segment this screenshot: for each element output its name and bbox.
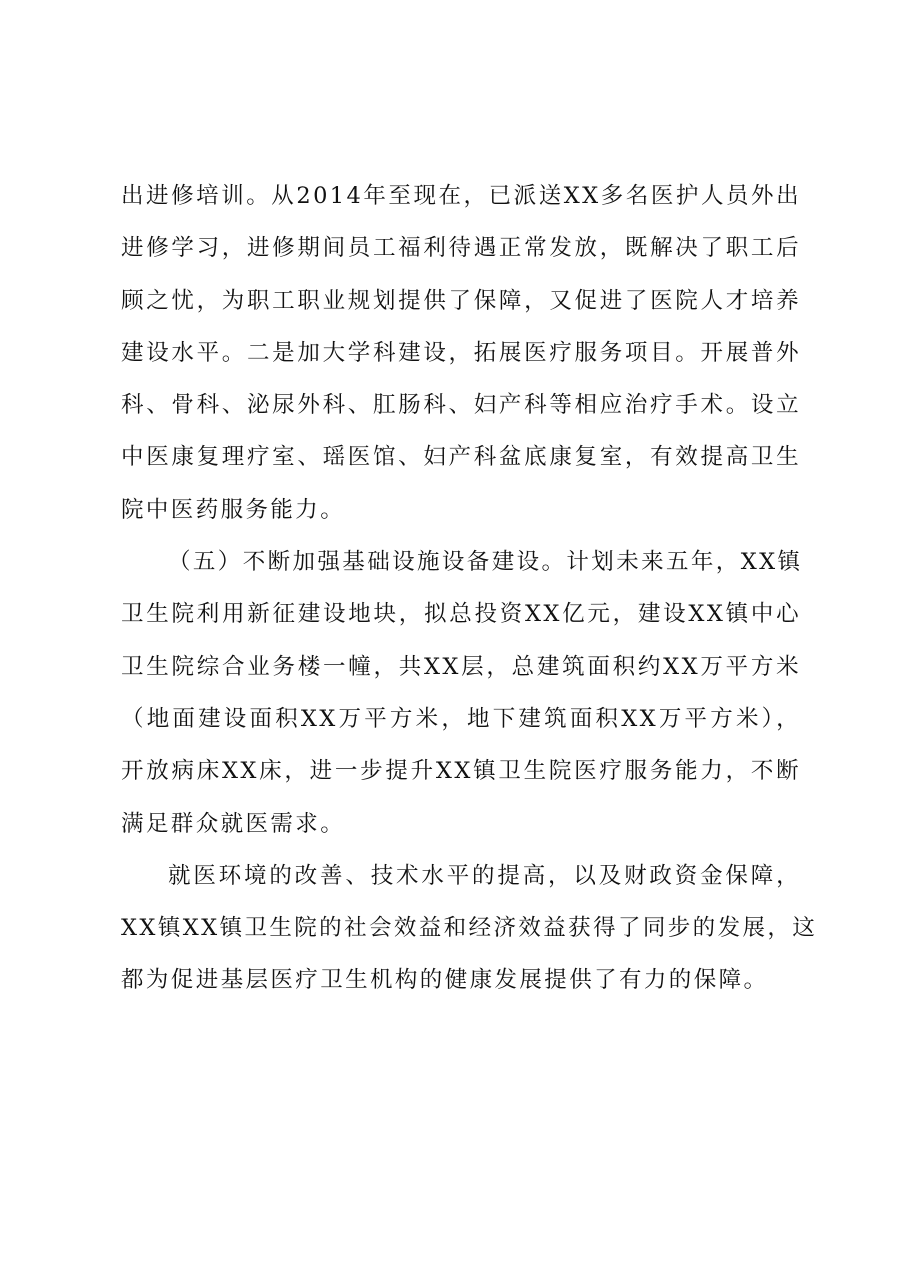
- text-line: 出进修培训。从2014年至现在，已派送XX多名医护人员外出: [121, 183, 801, 209]
- text-line: 院中医药服务能力。: [121, 496, 346, 523]
- text-line: 卫生院综合业务楼一幢，共XX层，总建筑面积约XX万平方米: [121, 653, 801, 680]
- document-body: [121, 170, 818, 1007]
- text-line: 都为促进基层医疗卫生机构的健康发展提供了有力的保障。: [121, 967, 769, 994]
- text-line: 进修学习，进修期间员工福利待遇正常发放，既解决了职工后: [121, 235, 801, 262]
- text-line: 开放病床XX床，进一步提升XX镇卫生院医疗服务能力，不断: [121, 758, 801, 785]
- text-line: 卫生院利用新征建设地块，拟总投资XX亿元，建设XX镇中心: [121, 601, 801, 628]
- paragraph-start-line: 就医环境的改善、技术水平的提高，以及财政资金保障，: [168, 862, 801, 889]
- text-line: XX镇XX镇卫生院的社会效益和经济效益获得了同步的发展，这: [121, 915, 818, 942]
- text-line: 顾之忧，为职工职业规划提供了保障，又促进了医院人才培养: [121, 287, 801, 314]
- text-line: 科、骨科、泌尿外科、肛肠科、妇产科等相应治疗手术。设立: [121, 392, 801, 419]
- text-line: 满足群众就医需求。: [121, 810, 346, 837]
- text-line: 建设水平。二是加大学科建设，拓展医疗服务项目。开展普外: [121, 339, 801, 366]
- text-line: 中医康复理疗室、瑶医馆、妇产科盆底康复室，有效提高卫生: [121, 444, 801, 471]
- text-line: （地面建设面积XX万平方米，地下建筑面积XX万平方米），: [121, 705, 801, 732]
- section-heading-line: （五）不断加强基础设施设备建设。计划未来五年，XX镇: [168, 549, 803, 576]
